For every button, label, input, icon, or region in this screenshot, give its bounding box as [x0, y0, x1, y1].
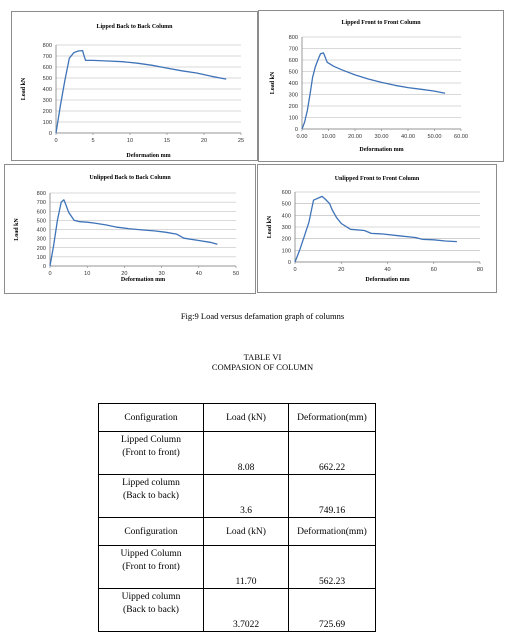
- y-tick-label: 600: [36, 209, 46, 216]
- deformation-cell: 749.16: [289, 475, 376, 518]
- y-tick-label: 800: [288, 35, 298, 41]
- y-tick-label: 300: [42, 98, 52, 104]
- y-tick-label: 500: [42, 76, 52, 82]
- x-tick-label: 0: [54, 138, 58, 144]
- y-tick-label: 700: [288, 46, 298, 53]
- header-load: Load (kN): [204, 518, 289, 546]
- y-tick-label: 600: [281, 190, 291, 196]
- deformation-cell: 662.22: [289, 432, 376, 475]
- y-tick-label: 300: [36, 236, 46, 243]
- chart-lipped-front-to-front: [259, 11, 503, 161]
- config-line: Lipped Column: [121, 435, 181, 445]
- y-tick-label: 100: [42, 120, 52, 126]
- chart-panel-unlipped-back-to-back: [4, 164, 256, 294]
- x-tick-label: 0.00: [296, 134, 308, 140]
- load-cell: 11.70: [204, 546, 289, 589]
- y-tick-label: 700: [42, 54, 52, 60]
- y-axis-label: Load kN: [270, 71, 276, 95]
- table-row: [99, 475, 376, 518]
- config-cell: [99, 546, 204, 589]
- x-tick-label: 60: [430, 267, 437, 273]
- y-tick-label: 200: [36, 245, 46, 252]
- x-axis-label: Deformation mm: [365, 277, 410, 283]
- y-tick-label: 300: [288, 92, 298, 99]
- y-tick-label: 100: [288, 115, 298, 122]
- x-tick-label: 50: [232, 271, 240, 277]
- y-axis-label: Load kN: [267, 215, 273, 239]
- table-row: [99, 546, 376, 589]
- y-tick-label: 200: [281, 236, 291, 243]
- x-tick-label: 10: [84, 271, 91, 277]
- chart-title: Lipped Back to Back Column: [96, 24, 173, 30]
- chart-panel-lipped-back-to-back: [11, 11, 258, 161]
- config-cell: [99, 432, 204, 475]
- x-tick-label: 0: [48, 271, 52, 277]
- y-tick-label: 400: [288, 81, 298, 87]
- x-tick-label: 5: [91, 138, 95, 144]
- y-tick-label: 100: [36, 254, 46, 261]
- x-tick-label: 20: [200, 138, 208, 144]
- y-axis-label: Load kN: [14, 218, 20, 241]
- config-line: (Back to back): [123, 491, 179, 501]
- y-tick-label: 500: [36, 218, 46, 225]
- config-line: Uipped Column: [120, 549, 182, 559]
- y-tick-label: 0: [48, 131, 52, 137]
- header-deformation: Deformation(mm): [289, 518, 376, 546]
- y-tick-label: 800: [42, 43, 52, 49]
- y-axis-label: Load kN: [21, 77, 27, 101]
- load-cell: 3.6: [204, 475, 289, 518]
- y-tick-label: 200: [288, 104, 298, 110]
- load-cell: 8.08: [204, 432, 289, 475]
- figure-caption: Fig:9 Load versus defamation graph of columns: [180, 311, 345, 321]
- chart-lipped-back-to-back: [12, 12, 257, 160]
- chart-unlipped-front-to-front: [258, 165, 496, 292]
- header-load: Load (kN): [204, 404, 289, 432]
- load-cell: 3.7022: [204, 589, 289, 632]
- x-tick-label: 40: [195, 271, 202, 277]
- series-line: [295, 196, 457, 262]
- chart-unlipped-back-to-back: [5, 165, 255, 293]
- x-tick-label: 10: [126, 138, 134, 144]
- config-cell: [99, 475, 204, 518]
- y-tick-label: 500: [281, 201, 291, 208]
- x-tick-label: 30: [158, 271, 165, 277]
- y-tick-label: 0: [42, 264, 46, 270]
- y-tick-label: 300: [281, 225, 291, 231]
- config-line: Lipped column: [122, 478, 180, 488]
- x-axis-label: Deformation mm: [359, 147, 404, 153]
- y-tick-label: 0: [294, 127, 298, 133]
- x-tick-label: 10.00: [321, 134, 336, 140]
- y-tick-label: 800: [36, 191, 46, 197]
- chart-panel-unlipped-front-to-front: [257, 164, 497, 293]
- table-title: [0, 352, 525, 372]
- y-tick-label: 400: [281, 213, 291, 220]
- x-tick-label: 40: [384, 267, 391, 273]
- x-tick-label: 15: [163, 138, 171, 144]
- table-header-row: [99, 404, 376, 432]
- deformation-cell: 725.69: [289, 589, 376, 632]
- x-tick-label: 20.00: [348, 134, 362, 140]
- config-line: (Back to back): [123, 605, 179, 615]
- x-tick-label: 20: [121, 271, 128, 277]
- y-tick-label: 400: [36, 227, 46, 234]
- x-tick-label: 50.00: [427, 134, 442, 140]
- header-configuration: Configuration: [99, 404, 204, 432]
- y-tick-label: 400: [42, 87, 52, 93]
- x-axis-label: Deformation mm: [126, 153, 171, 159]
- header-deformation: Deformation(mm): [289, 404, 376, 432]
- x-tick-label: 0: [293, 267, 297, 273]
- chart-title: Unlipped Back to Back Column: [89, 175, 171, 181]
- comparison-table: [98, 403, 376, 632]
- y-tick-label: 600: [42, 65, 52, 71]
- x-tick-label: 40.00: [401, 134, 415, 140]
- y-tick-label: 0: [287, 260, 291, 266]
- deformation-cell: 562.23: [289, 546, 376, 589]
- config-cell: [99, 589, 204, 632]
- x-tick-label: 60.00: [454, 134, 468, 140]
- config-line: (Front to front): [122, 448, 180, 458]
- y-tick-label: 600: [288, 58, 298, 64]
- x-tick-label: 80: [476, 267, 484, 273]
- x-axis-label: Deformation mm: [120, 277, 166, 283]
- table-header-row: [99, 518, 376, 546]
- table-row: [99, 432, 376, 475]
- y-tick-label: 700: [36, 200, 46, 207]
- x-tick-label: 25: [237, 138, 245, 144]
- y-tick-label: 200: [42, 109, 52, 115]
- chart-title: Lipped Front to Front Column: [341, 20, 421, 26]
- config-line: Uipped column: [121, 592, 181, 602]
- table-row: [99, 589, 376, 632]
- x-tick-label: 20: [338, 267, 345, 273]
- table-title-line1: TABLE VI: [243, 352, 282, 362]
- table-title-line2: COMPASION OF COLUMN: [211, 362, 314, 372]
- chart-title: Unlipped Front to Front Column: [334, 176, 420, 182]
- y-tick-label: 500: [288, 69, 298, 76]
- series-line: [56, 51, 226, 133]
- series-line: [50, 200, 217, 266]
- chart-panel-lipped-front-to-front: [258, 10, 504, 162]
- y-tick-label: 100: [281, 248, 291, 255]
- x-tick-label: 30.00: [374, 134, 389, 140]
- header-configuration: Configuration: [99, 518, 204, 546]
- config-line: (Front to front): [122, 562, 180, 572]
